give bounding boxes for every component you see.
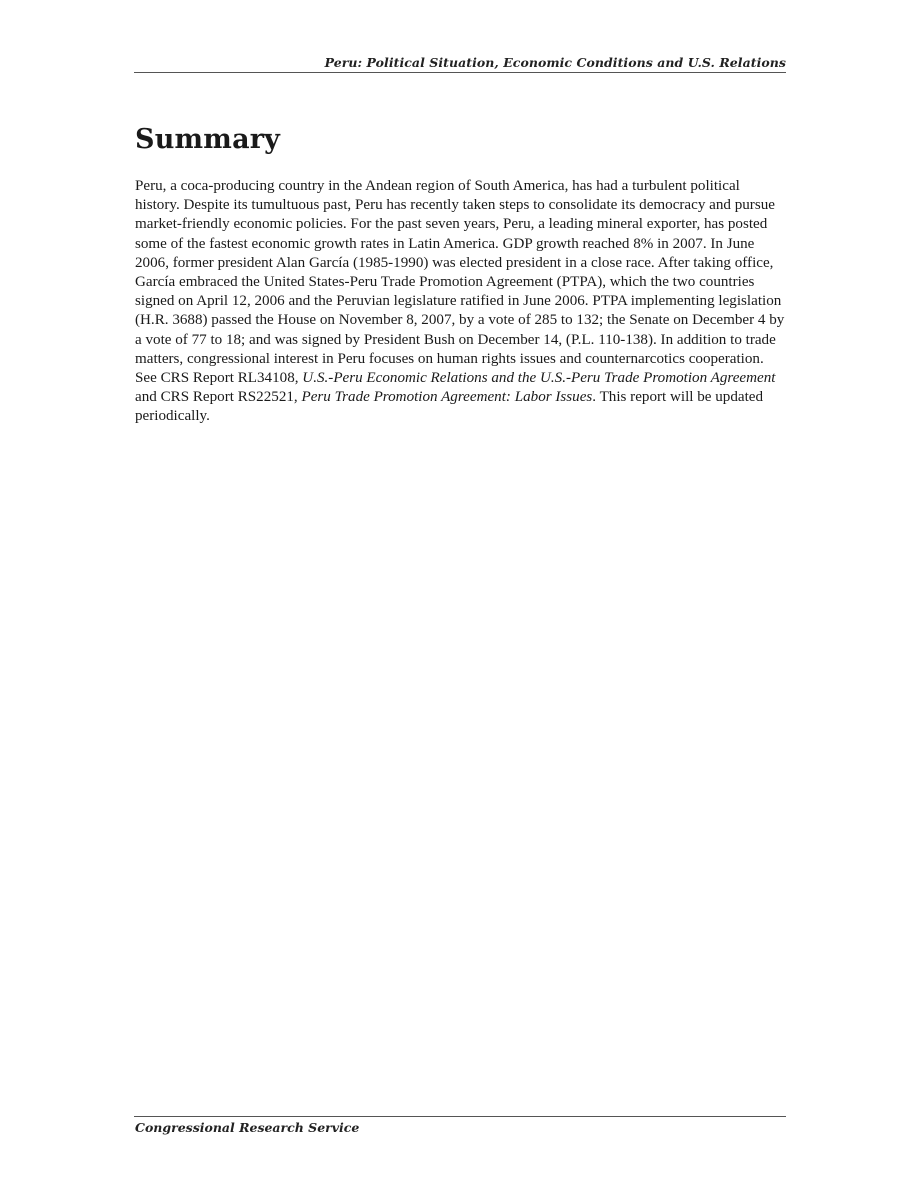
summary-paragraph: [135, 177, 785, 427]
summary-text-part-2: and CRS Report RS22521,: [135, 389, 302, 406]
summary-text-part-3: . This report will be updated periodically.: [135, 389, 764, 425]
report-title-rs22521: Peru Trade Promotion Agreement: Labor Issues: [301, 389, 593, 406]
report-title-rl34108: U.S.-Peru Economic Relations and the U.S.-Peru Trade Promotion Agreement: [302, 370, 776, 387]
running-footer: Congressional Research Service: [135, 1120, 360, 1135]
header-divider: [134, 72, 786, 73]
running-header: Peru: Political Situation, Economic Conditions and U.S. Relations: [324, 55, 786, 70]
footer-divider: [134, 1116, 786, 1117]
summary-text-part-1: Peru, a coca-producing country in the Andean region of South America, has had a turbulent political history. Despite its tumultuous past, Peru has recently taken steps to consolidate its democracy and pursue market-friendly economic policies. For the past seven years, Peru, a leading mineral exporter, has posted some of the fastest economic growth rates in Latin America. GDP growth reached 8% in 2007. In June 2006, former president Alan García (1985-1990) was elected president in a close race. After taking office, García embraced the United States-Peru Trade Promotion Agreement (PTPA), which the two countries signed on April 12, 2006 and the Peruvian legislature ratified in June 2006. PTPA implementing legislation (H.R. 3688) passed the House on November 8, 2007, by a vote of 285 to 132; the Senate on December 4 by a vote of 77 to 18; and was signed by President Bush on December 14, (P.L. 110-138). In addition to trade matters, congressional interest in Peru focuses on human rights issues and counternarcotics cooperation. See CRS Report RL34108,: [135, 178, 785, 387]
section-title: Summary: [135, 124, 281, 155]
